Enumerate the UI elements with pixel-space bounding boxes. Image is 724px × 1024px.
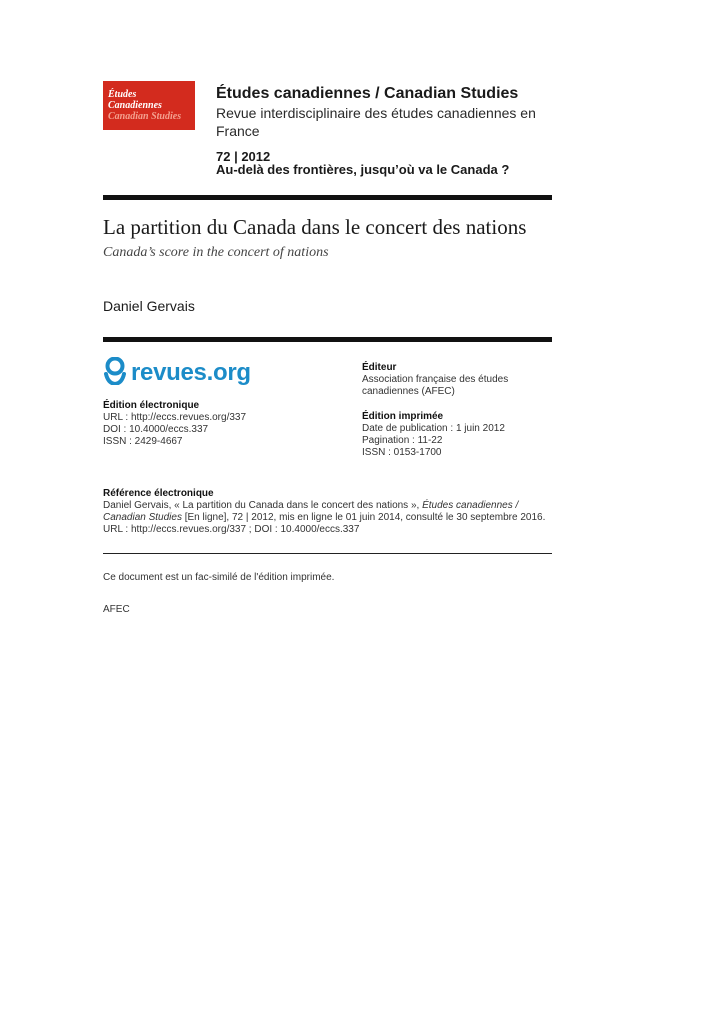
reference-part-1: Daniel Gervais, « La partition du Canada dans le concert des nations », (103, 500, 423, 511)
reference-part-2: [En ligne], 72 | 2012, mis en ligne le 01 juin 2014, consulté le 30 septembre 2016. URL : http://eccs.revues.org/337 ; DOI : 10.4000/eccs.337 (103, 512, 546, 535)
journal-title: Études canadiennes / Canadian Studies (216, 85, 519, 102)
logo-line-2: Canadiennes (108, 100, 162, 111)
print-pagination: Pagination : 11-22 (362, 435, 443, 446)
publisher-block (362, 362, 532, 398)
reference-text (103, 500, 548, 536)
copyright-holder: AFEC (103, 604, 130, 615)
revues-logo[interactable] (103, 358, 251, 388)
electronic-edition-block (103, 400, 246, 448)
electronic-edition-heading: Édition électronique (103, 400, 200, 411)
issue-theme: Au-delà des frontières, jusqu’où va le Canada ? (216, 162, 510, 177)
article-title: La partition du Canada dans le concert des nations (103, 215, 527, 239)
article-author: Daniel Gervais (103, 298, 195, 314)
logo-line-3: Canadian Studies (108, 111, 182, 122)
reference-block (103, 488, 548, 536)
print-edition-block (362, 411, 505, 459)
issue-number: 72 | 2012 (216, 149, 271, 164)
publisher-name: Association française des études canadiennes (AFEC) (362, 374, 509, 397)
reference-journal: Études canadiennes / Canadian Studies (103, 500, 519, 523)
print-issn: ISSN : 0153-1700 (362, 447, 442, 458)
revues-logo-text: revues.org (131, 359, 251, 386)
reference-divider (103, 553, 552, 554)
journal-logo (103, 81, 195, 130)
article-subtitle: Canada’s score in the concert of nations (103, 245, 329, 260)
print-edition-heading: Édition imprimée (362, 411, 444, 422)
publisher-heading: Éditeur (362, 362, 397, 373)
reference-heading: Référence électronique (103, 488, 214, 499)
electronic-doi[interactable]: DOI : 10.4000/eccs.337 (103, 424, 209, 435)
revues-person-icon (103, 357, 127, 390)
article-divider (103, 337, 552, 342)
print-date: Date de publication : 1 juin 2012 (362, 423, 505, 434)
electronic-url[interactable]: URL : http://eccs.revues.org/337 (103, 412, 247, 423)
logo-line-1: Études (108, 89, 137, 100)
electronic-issn: ISSN : 2429-4667 (103, 436, 183, 447)
facsimile-note: Ce document est un fac-similé de l'édition imprimée. (103, 572, 335, 583)
journal-subtitle: Revue interdisciplinaire des études canadiennes en France (216, 105, 536, 139)
header-divider (103, 195, 552, 200)
